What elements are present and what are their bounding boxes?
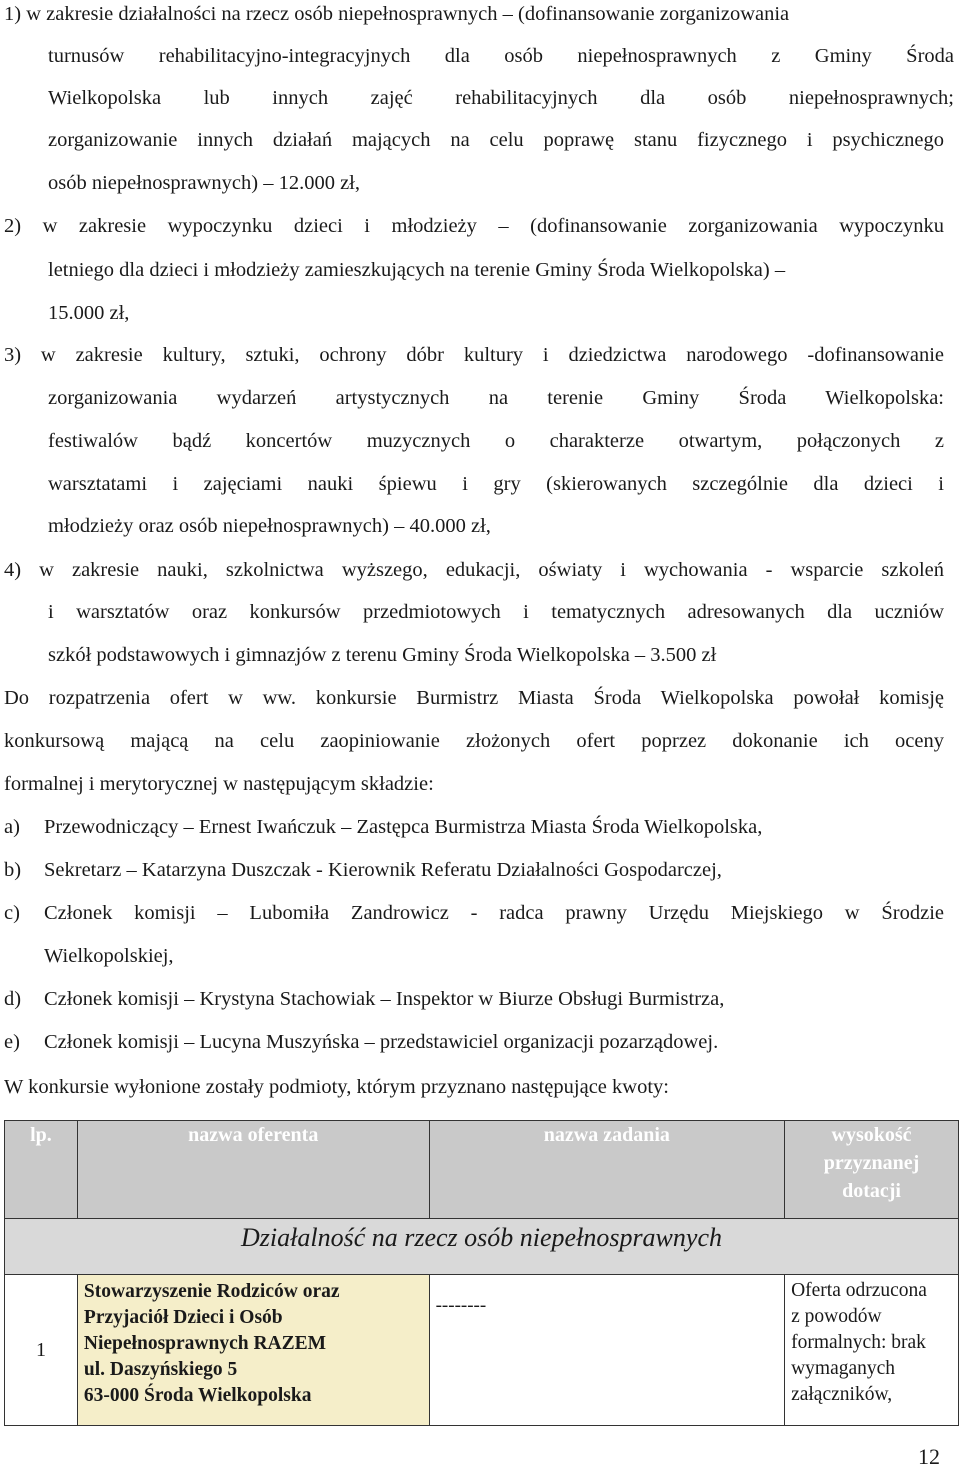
item-3-line-5: młodzieży oraz osób niepełnosprawnych) – 40.000 zł, xyxy=(48,515,491,537)
item-1-line-2: turnusów rehabilitacyjno-integracyjnych dla osób niepełnosprawnych z Gminy Środa xyxy=(48,45,954,67)
item-2-line-1: 2) w zakresie wypoczynku dzieci i młodzieży – (dofinansowanie zorganizowania wypoczynku xyxy=(4,215,944,237)
committee-member-b: Sekretarz – Katarzyna Duszczak - Kierownik Referatu Działalności Gospodarczej, xyxy=(44,859,722,881)
item-1-line-5: osób niepełnosprawnych) – 12.000 zł, xyxy=(48,172,360,194)
committee-label-d: d) xyxy=(4,988,22,1010)
committee-label-a: a) xyxy=(4,816,20,838)
header-name: nazwa oferenta xyxy=(77,1121,429,1219)
header-lp: lp. xyxy=(5,1121,78,1219)
header-amount: wysokość przyznanej dotacji xyxy=(785,1121,959,1219)
item-1-line-1: 1) w zakresie działalności na rzecz osób niepełnosprawnych – (dofinansowanie zorganizowania xyxy=(4,3,790,25)
committee-label-e: e) xyxy=(4,1031,20,1053)
committee-member-c: Członek komisji – Lubomiła Zandrowicz - radca prawny Urzędu Miejskiego w Środzie xyxy=(44,902,944,924)
committee-label-c: c) xyxy=(4,902,20,924)
section-title: Działalność na rzecz osób niepełnosprawnych xyxy=(241,1223,722,1252)
table-intro: W konkursie wyłonione zostały podmioty, którym przyznano następujące kwoty: xyxy=(4,1076,669,1098)
item-3-line-3: festiwalów bądź koncertów muzycznych o charakterze otwartym, połączonych z xyxy=(48,430,944,452)
table-header-row xyxy=(5,1121,959,1219)
item-1-line-4: zorganizowanie innych działań mających na celu poprawę stanu fizycznego i psychicznego xyxy=(48,129,944,151)
item-2-line-3: 15.000 zł, xyxy=(48,302,130,324)
cell-amount: Oferta odrzucona z powodów formalnych: brak wymaganych załączników, xyxy=(785,1275,959,1426)
committee-member-c-cont: Wielkopolskiej, xyxy=(44,945,174,967)
paragraph-line-2: konkursową mającą na celu zaopiniowanie złożonych ofert poprzez dokonanie ich oceny xyxy=(4,730,944,752)
cell-task: -------- xyxy=(429,1275,784,1426)
page-number: 12 xyxy=(918,1444,940,1469)
cell-lp: 1 xyxy=(5,1275,78,1426)
item-4-line-2: i warsztatów oraz konkursów przedmiotowych i tematycznych adresowanych dla uczniów xyxy=(48,601,944,623)
grants-table xyxy=(4,1120,959,1426)
table-row xyxy=(5,1275,959,1426)
committee-label-b: b) xyxy=(4,859,22,881)
item-4-line-1: 4) w zakresie nauki, szkolnictwa wyższego, edukacji, oświaty i wychowania - wsparcie szkoleń xyxy=(4,559,944,581)
committee-member-a: Przewodniczący – Ernest Iwańczuk – Zastępca Burmistrza Miasta Środa Wielkopolska, xyxy=(44,816,763,838)
item-2-line-2: letniego dla dzieci i młodzieży zamieszkujących na terenie Gminy Środa Wielkopolska) – xyxy=(48,259,786,281)
item-3-line-4: warsztatami i zajęciami nauki śpiewu i gry (skierowanych szczególnie dla dzieci i xyxy=(48,473,944,495)
section-row xyxy=(5,1219,959,1275)
item-3-line-2: zorganizowania wydarzeń artystycznych na terenie Gminy Środa Wielkopolska: xyxy=(48,387,944,409)
committee-member-d: Członek komisji – Krystyna Stachowiak – Inspektor w Biurze Obsługi Burmistrza, xyxy=(44,988,725,1010)
item-3-line-1: 3) w zakresie kultury, sztuki, ochrony dóbr kultury i dziedzictwa narodowego -dofinansowanie xyxy=(4,344,944,366)
header-task: nazwa zadania xyxy=(429,1121,784,1219)
paragraph-line-3: formalnej i merytorycznej w następującym składzie: xyxy=(4,773,434,795)
item-1-line-3: Wielkopolska lub innych zajęć rehabilitacyjnych dla osób niepełnosprawnych; xyxy=(48,87,954,109)
item-4-line-3: szkół podstawowych i gimnazjów z terenu Gminy Środa Wielkopolska – 3.500 zł xyxy=(48,644,717,666)
committee-member-e: Członek komisji – Lucyna Muszyńska – przedstawiciel organizacji pozarządowej. xyxy=(44,1031,719,1053)
paragraph-line-1: Do rozpatrzenia ofert w ww. konkursie Burmistrz Miasta Środa Wielkopolska powołał komisję xyxy=(4,687,944,709)
cell-applicant: Stowarzyszenie Rodziców oraz Przyjaciół Dzieci i Osób Niepełnosprawnych RAZEM ul. Daszyńskiego 5 63-000 Środa Wielkopolska xyxy=(77,1275,429,1426)
